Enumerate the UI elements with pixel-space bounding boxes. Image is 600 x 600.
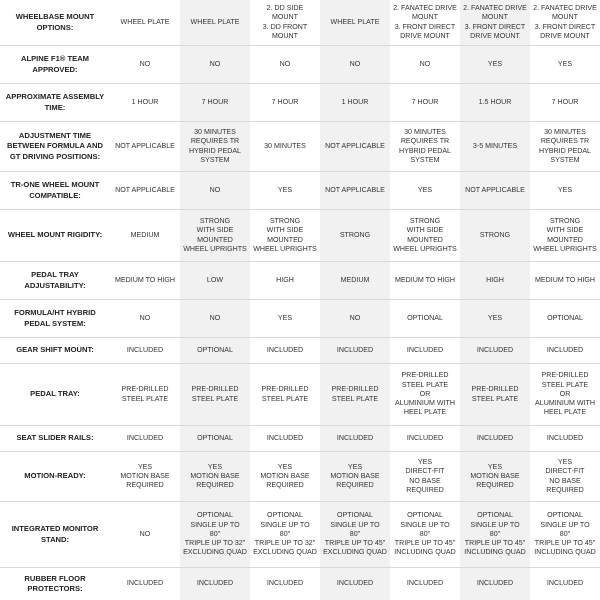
value-cell: INCLUDED: [460, 338, 530, 363]
row-alpine-approved: [0, 46, 600, 84]
row-label: FORMULA/HT HYBRID PEDAL SYSTEM:: [14, 308, 96, 328]
value-cell: YES DIRECT-FIT NO BASE REQUIRED: [405, 457, 445, 494]
row-label: TR-ONE WHEEL MOUNT COMPATIBLE:: [10, 180, 100, 200]
value-cell: 2. DD SIDE MOUNT 3. DD FRONT MOUNT: [262, 3, 308, 40]
row-rubber-floor-protectors: [0, 568, 600, 600]
value-cell: WHEEL PLATE: [180, 0, 250, 45]
value-cell: OPTIONAL SINGLE UP TO 80" TRIPLE UP TO 45" INCLUDING QUAD: [460, 502, 530, 567]
value-cell: YES MOTION BASE REQUIRED: [460, 452, 530, 501]
value-cell: STRONG WITH SIDE MOUNTED WHEEL UPRIGHTS: [253, 216, 317, 253]
value-cell: MEDIUM TO HIGH: [394, 275, 456, 284]
value-cell: HIGH: [276, 275, 294, 284]
row-pedal-tray-adjustability: [0, 262, 600, 300]
row-label: ADJUSTMENT TIME BETWEEN FORMULA AND GT DRIVING POSITIONS:: [6, 130, 104, 161]
value-cell: WHEEL PLATE: [120, 17, 170, 26]
row-wheel-mount-rigidity: [0, 210, 600, 262]
value-cell: NO: [139, 313, 151, 322]
row-label: WHEELBASE MOUNT OPTIONS:: [15, 12, 95, 32]
value-cell: INCLUDED: [406, 579, 444, 588]
value-cell: INCLUDED: [546, 579, 584, 588]
row-label: INTEGRATED MONITOR STAND:: [11, 524, 99, 544]
value-cell: OPTIONAL: [547, 313, 583, 322]
value-cell: 30 MINUTES REQUIRES TR HYBRID PEDAL SYSTEM: [538, 127, 592, 164]
value-cell: 7 HOUR: [271, 97, 299, 106]
value-cell: 30 MINUTES REQUIRES TR HYBRID PEDAL SYSTEM: [180, 122, 250, 171]
value-cell: NO: [139, 529, 151, 538]
value-cell: NO: [320, 300, 390, 337]
value-cell: NO: [320, 46, 390, 83]
value-cell: NOT APPLICABLE: [320, 172, 390, 209]
row-label: ALPINE F1® TEAM APPROVED:: [20, 54, 90, 74]
row-label: SEAT SLIDER RAILS:: [16, 433, 94, 443]
value-cell: 30 MINUTES: [264, 141, 306, 150]
row-label: APPROXIMATE ASSEMBLY TIME:: [5, 92, 105, 112]
value-cell: NO: [139, 59, 151, 68]
value-cell: INCLUDED: [266, 345, 304, 354]
value-cell: OPTIONAL SINGLE UP TO 80" TRIPLE UP TO 32" EXCLUDING QUAD: [253, 511, 317, 557]
value-cell: NOT APPLICABLE: [115, 185, 175, 194]
value-cell: INCLUDED: [546, 345, 584, 354]
value-cell: STRONG WITH SIDE MOUNTED WHEEL UPRIGHTS: [180, 210, 250, 261]
row-label: WHEEL MOUNT RIGIDITY:: [7, 230, 103, 240]
value-cell: INCLUDED: [266, 579, 304, 588]
row-hybrid-pedal-system: [0, 300, 600, 338]
value-cell: INCLUDED: [406, 433, 444, 442]
value-cell: OPTIONAL SINGLE UP TO 80" TRIPLE UP TO 45" INCLUDING QUAD: [534, 511, 596, 557]
value-cell: LOW: [180, 262, 250, 299]
value-cell: YES MOTION BASE REQUIRED: [320, 452, 390, 501]
value-cell: INCLUDED: [320, 426, 390, 451]
value-cell: YES: [417, 185, 433, 194]
value-cell: YES MOTION BASE REQUIRED: [180, 452, 250, 501]
value-cell: 2. FANATEC DRIVE MOUNT 3. FRONT DIRECT DRIVE MOUNT: [460, 0, 530, 45]
value-cell: YES MOTION BASE REQUIRED: [260, 462, 310, 490]
value-cell: YES: [557, 185, 573, 194]
row-label: RUBBER FLOOR PROTECTORS:: [24, 573, 86, 593]
value-cell: MEDIUM TO HIGH: [534, 275, 596, 284]
value-cell: INCLUDED: [406, 345, 444, 354]
value-cell: 1 HOUR: [320, 84, 390, 121]
value-cell: 7 HOUR: [411, 97, 439, 106]
value-cell: YES: [460, 46, 530, 83]
value-cell: INCLUDED: [546, 433, 584, 442]
row-label: MOTION-READY:: [24, 471, 86, 481]
value-cell: PRE-DRILLED STEEL PLATE: [180, 364, 250, 425]
value-cell: OPTIONAL SINGLE UP TO 80" TRIPLE UP TO 32" EXCLUDING QUAD: [180, 502, 250, 567]
value-cell: MEDIUM: [130, 230, 160, 239]
value-cell: 7 HOUR: [551, 97, 579, 106]
value-cell: INCLUDED: [320, 568, 390, 600]
value-cell: INCLUDED: [266, 433, 304, 442]
value-cell: OPTIONAL: [180, 338, 250, 363]
value-cell: STRONG: [320, 210, 390, 261]
value-cell: OPTIONAL SINGLE UP TO 80" TRIPLE UP TO 45" EXCLUDING QUAD: [320, 502, 390, 567]
value-cell: NO: [180, 46, 250, 83]
value-cell: PRE-DRILLED STEEL PLATE OR ALUMINIUM WITH HEEL PLATE: [535, 371, 595, 417]
value-cell: YES: [557, 59, 573, 68]
value-cell: NOT APPLICABLE: [115, 141, 175, 150]
value-cell: 2. FANATEC DRIVE MOUNT 3. FRONT DIRECT DRIVE MOUNT: [533, 3, 597, 40]
value-cell: INCLUDED: [320, 338, 390, 363]
value-cell: 2. FANATEC DRIVE MOUNT 3. FRONT DIRECT DRIVE MOUNT: [393, 3, 457, 40]
row-adjustment-time: [0, 122, 600, 172]
value-cell: PRE-DRILLED STEEL PLATE: [121, 385, 169, 403]
value-cell: YES DIRECT-FIT NO BASE REQUIRED: [545, 457, 585, 494]
value-cell: STRONG WITH SIDE MOUNTED WHEEL UPRIGHTS: [393, 216, 457, 253]
value-cell: NO: [180, 172, 250, 209]
row-label: PEDAL TRAY:: [30, 389, 80, 399]
row-label: PEDAL TRAY ADJUSTABILITY:: [24, 270, 86, 290]
row-tr-one-compatible: [0, 172, 600, 210]
value-cell: STRONG: [460, 210, 530, 261]
value-cell: YES: [277, 185, 293, 194]
row-gear-shift-mount: [0, 338, 600, 364]
value-cell: PRE-DRILLED STEEL PLATE: [460, 364, 530, 425]
value-cell: INCLUDED: [180, 568, 250, 600]
value-cell: INCLUDED: [460, 426, 530, 451]
value-cell: NO: [180, 300, 250, 337]
row-wheelbase-mount: [0, 0, 600, 46]
row-assembly-time: [0, 84, 600, 122]
value-cell: OPTIONAL: [180, 426, 250, 451]
value-cell: PRE-DRILLED STEEL PLATE: [320, 364, 390, 425]
row-seat-slider-rails: [0, 426, 600, 452]
value-cell: 1.5 HOUR: [460, 84, 530, 121]
value-cell: 1 HOUR: [131, 97, 159, 106]
value-cell: PRE-DRILLED STEEL PLATE: [261, 385, 309, 403]
value-cell: MEDIUM TO HIGH: [114, 275, 176, 284]
value-cell: STRONG WITH SIDE MOUNTED WHEEL UPRIGHTS: [533, 216, 597, 253]
value-cell: 7 HOUR: [180, 84, 250, 121]
row-motion-ready: [0, 452, 600, 502]
value-cell: YES: [277, 313, 293, 322]
row-monitor-stand: [0, 502, 600, 568]
value-cell: NO: [279, 59, 291, 68]
value-cell: HIGH: [460, 262, 530, 299]
value-cell: OPTIONAL: [407, 313, 443, 322]
value-cell: NOT APPLICABLE: [460, 172, 530, 209]
value-cell: YES: [460, 300, 530, 337]
value-cell: INCLUDED: [460, 568, 530, 600]
value-cell: INCLUDED: [126, 433, 164, 442]
value-cell: MEDIUM: [320, 262, 390, 299]
value-cell: INCLUDED: [126, 345, 164, 354]
value-cell: 30 MINUTES REQUIRES TR HYBRID PEDAL SYSTEM: [398, 127, 452, 164]
value-cell: PRE-DRILLED STEEL PLATE OR ALUMINIUM WITH HEEL PLATE: [395, 371, 455, 417]
row-label: GEAR SHIFT MOUNT:: [16, 345, 94, 355]
value-cell: OPTIONAL SINGLE UP TO 80" TRIPLE UP TO 45" INCLUDING QUAD: [394, 511, 456, 557]
value-cell: YES MOTION BASE REQUIRED: [120, 462, 170, 490]
value-cell: WHEEL PLATE: [320, 0, 390, 45]
value-cell: NOT APPLICABLE: [320, 122, 390, 171]
row-pedal-tray: [0, 364, 600, 426]
value-cell: INCLUDED: [126, 579, 164, 588]
value-cell: 3-5 MINUTES: [460, 122, 530, 171]
value-cell: NO: [419, 59, 431, 68]
